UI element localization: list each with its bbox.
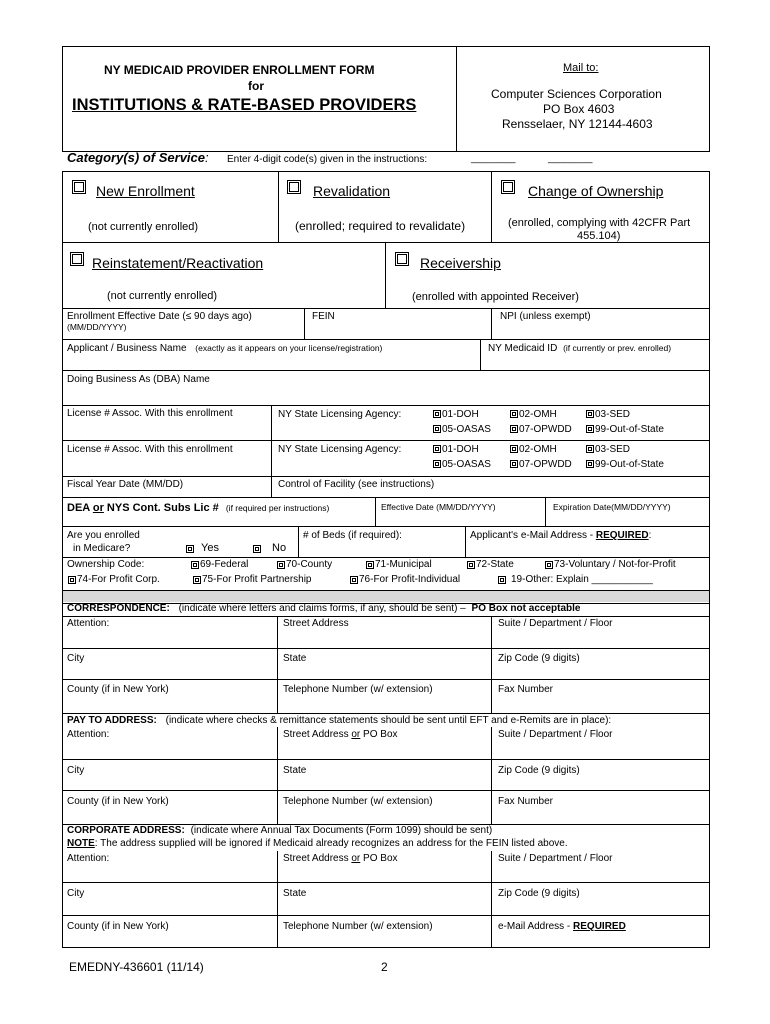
corr-div-1 [277,616,278,713]
ownership-75-checkbox[interactable] [193,576,201,584]
row6-bottom [62,497,710,498]
agency-2-opwdd-checkbox[interactable] [510,460,518,468]
npi-label: NPI (unless exempt) [500,311,591,322]
ownership-74: 74-For Profit Corp. [77,574,160,585]
pay-attention-label: Attention: [67,729,110,740]
corr-div-2 [491,616,492,713]
ownership-76-checkbox[interactable] [350,576,358,584]
agency-2-opwdd: 07-OPWDD [519,459,572,470]
dea-note: (if required per instructions) [225,503,330,513]
form-title-main: INSTITUTIONS & RATE-BASED PROVIDERS [72,96,417,114]
corr-city-label: City [67,653,85,664]
pay-suite-label: Suite / Department / Floor [498,729,613,740]
ownership-19-checkbox[interactable] [498,576,506,584]
revalidation-checkbox[interactable] [287,180,301,194]
pay-county-label: County (if in New York) [67,796,169,807]
medicare-no-label: No [272,542,287,554]
corporate-note-label: NOTE [67,838,95,849]
ny-agency-1-label: NY State Licensing Agency: [278,409,402,420]
agency-1-oasas: 05-OASAS [442,424,491,435]
corp-row1-bottom [62,882,710,883]
dea-or: or [92,502,104,514]
row2-bottom [62,370,710,371]
row7-bottom [62,526,710,527]
agency-1-opwdd: 07-OPWDD [519,424,572,435]
pay-div-2 [491,727,492,824]
fein-label: FEIN [312,311,335,322]
agency-1-doh: 01-DOH [442,409,479,420]
ownership-69: 69-Federal [200,559,249,570]
agency-2-omh-checkbox[interactable] [510,445,518,453]
applicant-email-post: : [648,530,652,541]
agency-2-sed-checkbox[interactable] [586,445,594,453]
reinstatement-checkbox[interactable] [70,252,84,266]
corp-county-label: County (if in New York) [67,921,169,932]
ny-agency-2-label: NY State Licensing Agency: [278,444,402,455]
ownership-73-checkbox[interactable] [545,561,553,569]
corp-state-label: State [283,888,307,899]
receivership-note: (enrolled with appointed Receiver) [412,291,579,303]
pay-street-label [283,729,398,741]
enroll-divider-1 [278,171,279,242]
corr-top [62,616,710,617]
medicare-question-1: Are you enrolled [67,530,140,541]
ownership-70-checkbox[interactable] [277,561,285,569]
ownership-73: 73-Voluntary / Not-for-Profit [554,559,676,570]
row3-bottom [62,405,710,406]
corr-zip-label: Zip Code (9 digits) [498,653,580,664]
medicare-yes-checkbox[interactable] [186,545,194,553]
effective-date-label: Enrollment Effective Date (≤ 90 days ago) [67,311,252,322]
dea-label [67,502,329,515]
mail-pobox: PO Box 4603 [543,102,615,116]
category-label [67,151,209,166]
row8-div-2 [465,526,466,557]
category-label-text: Category(s) of Service [67,150,205,165]
medicaid-id-text: NY Medicaid ID [488,343,558,354]
corr-phone-label: Telephone Number (w/ extension) [283,684,433,695]
form-title-for: for [248,79,264,93]
agency-1-sed: 03-SED [595,409,631,420]
agency-1-sed-checkbox[interactable] [586,410,594,418]
corr-suite-label: Suite / Department / Floor [498,618,613,629]
row1-div-2 [491,308,492,339]
pay-to-header [67,715,611,727]
corr-county-label: County (if in New York) [67,684,169,695]
corr-attention-label: Attention: [67,618,110,629]
agency-1-omh: 02-OMH [519,409,557,420]
applicant-label-text: Applicant / Business Name [67,343,187,354]
corporate-note: (indicate where Annual Tax Documents (Form 1099) should be sent) [190,825,493,836]
row1-div-1 [304,308,305,339]
enroll-divider-3 [385,242,386,309]
ownership-70: 70-County [286,559,333,570]
row5-bottom [62,476,710,477]
corp-attention-label: Attention: [67,853,110,864]
corp-street-or: or [351,853,361,864]
corp-div-1 [277,851,278,948]
corp-row2-bottom [62,915,710,916]
pay-to-head: PAY TO ADDRESS: [67,715,157,726]
ownership-76: 76-For Profit-Individual [359,574,461,585]
category-blank-2[interactable]: ________ [548,153,593,164]
corporate-header [67,825,492,837]
reinstatement-note: (not currently enrolled) [107,290,218,302]
pay-state-label: State [283,765,307,776]
ownership-72-checkbox[interactable] [467,561,475,569]
applicant-email-label [470,530,651,542]
corp-zip-label: Zip Code (9 digits) [498,888,580,899]
corp-suite-label: Suite / Department / Floor [498,853,613,864]
beds-label: # of Beds (if required): [303,530,402,541]
corr-state-label: State [283,653,307,664]
corp-street-post: PO Box [360,853,398,864]
address-sections-box [62,603,710,948]
medicare-no-checkbox[interactable] [253,545,261,553]
medicaid-id-label [488,343,671,355]
pay-fax-label: Fax Number [498,796,554,807]
applicant-email-pre: Applicant's e-Mail Address - [470,530,596,541]
pay-div-1 [277,727,278,824]
change-ownership-note-1: (enrolled, complying with 42CFR Part [508,217,691,229]
category-instruction: Enter 4-digit code(s) given in the instructions: [227,154,428,165]
form-title: NY MEDICAID PROVIDER ENROLLMENT FORM [104,63,375,77]
applicant-label [67,343,382,355]
correspondence-header [67,603,580,615]
agency-1-oos-checkbox[interactable] [586,425,594,433]
medicare-yes-label: Yes [201,542,219,554]
medicare-question-2: in Medicare? [73,543,131,554]
fiscal-year-label: Fiscal Year Date (MM/DD) [67,479,184,490]
row8-div-1 [298,526,299,557]
agency-2-oos-checkbox[interactable] [586,460,594,468]
corr-fax-label: Fax Number [498,684,554,695]
agency-2-doh-checkbox[interactable] [433,445,441,453]
corporate-head: CORPORATE ADDRESS: [67,825,185,836]
agency-2-omh: 02-OMH [519,444,557,455]
agency-2-oasas-checkbox[interactable] [433,460,441,468]
section-separator [63,590,709,602]
license-2-label: License # Assoc. With this enrollment [67,444,233,455]
change-ownership-label: Change of Ownership [528,183,664,199]
change-ownership-checkbox[interactable] [501,180,515,194]
reinstatement-label: Reinstatement/Reactivation [92,255,264,271]
new-enrollment-checkbox[interactable] [72,180,86,194]
ownership-code-label: Ownership Code: [67,559,145,570]
pay-zip-label: Zip Code (9 digits) [498,765,580,776]
effective-date-format: (MM/DD/YYYY) [67,322,127,332]
row4-bottom [62,440,710,441]
applicant-email-required: REQUIRED [595,530,649,541]
corp-email-label [498,921,626,933]
agency-1-doh-checkbox[interactable] [433,410,441,418]
row2-div [480,339,481,370]
pay-city-label: City [67,765,85,776]
row7-div-1 [375,497,376,526]
corp-div-2 [491,851,492,948]
revalidation-label: Revalidation [313,183,391,199]
corp-city-label: City [67,888,85,899]
corr-bottom [62,713,710,714]
ownership-72: 72-State [476,559,514,570]
pay-phone-label: Telephone Number (w/ extension) [283,796,433,807]
agency-1-oos: 99-Out-of-State [595,424,664,435]
pay-street-post: PO Box [360,729,398,740]
new-enrollment-label: New Enrollment [96,183,195,199]
ownership-75: 75-For Profit Partnership [202,574,312,585]
dea-effective-label: Effective Date (MM/DD/YYYY) [381,502,496,512]
corp-email-required: REQUIRED [573,921,626,932]
mail-city: Rensselaer, NY 12144-4603 [502,117,653,131]
page-number: 2 [381,960,388,974]
agency-2-sed: 03-SED [595,444,631,455]
agency-2-oos: 99-Out-of-State [595,459,664,470]
row8-bottom [62,557,710,558]
agency-1-omh-checkbox[interactable] [510,410,518,418]
pay-row2-bottom [62,790,710,791]
ownership-71-checkbox[interactable] [366,561,374,569]
category-colon: : [205,150,209,165]
ownership-19: 19-Other: Explain ___________ [511,574,653,585]
dea-pre: DEA [67,502,93,514]
new-enrollment-note: (not currently enrolled) [88,221,199,233]
agency-1-oasas-checkbox[interactable] [433,425,441,433]
ownership-71: 71-Municipal [375,559,432,570]
corporate-note-2 [67,838,568,850]
corr-row2-bottom [62,679,710,680]
pay-street-pre: Street Address [283,729,352,740]
control-facility-label: Control of Facility (see instructions) [278,479,435,490]
corp-street-pre: Street Address [283,853,352,864]
header-divider [456,46,457,152]
ownership-74-checkbox[interactable] [68,576,76,584]
agency-1-opwdd-checkbox[interactable] [510,425,518,433]
dea-expiration-label: Expiration Date(MM/DD/YYYY) [553,502,671,512]
change-ownership-note-2: 455.104) [577,230,621,242]
revalidation-note: (enrolled; required to revalidate) [295,219,466,233]
row7-div-2 [545,497,546,526]
pay-street-or: or [351,729,361,740]
mail-to-label: Mail to: [563,62,599,74]
receivership-checkbox[interactable] [395,252,409,266]
medicaid-id-note: (if currently or prev. enrolled) [563,343,672,353]
correspondence-note-bold: PO Box not acceptable [471,603,581,614]
agency-2-oasas: 05-OASAS [442,459,491,470]
pay-row1-bottom [62,759,710,760]
corp-phone-label: Telephone Number (w/ extension) [283,921,433,932]
pay-to-note: (indicate where checks & remittance statements should be sent until EFT and e-Remits are in place): [165,715,612,726]
mail-name: Computer Sciences Corporation [491,87,662,101]
corp-street-label [283,853,398,865]
receivership-label: Receivership [420,255,501,271]
corr-street-label: Street Address [283,618,349,629]
agency-2-doh: 01-DOH [442,444,479,455]
form-id: EMEDNY-436601 (11/14) [69,960,204,974]
license-1-label: License # Assoc. With this enrollment [67,408,233,419]
ownership-69-checkbox[interactable] [191,561,199,569]
category-blank-1[interactable]: ________ [471,153,516,164]
dba-label: Doing Business As (DBA) Name [67,374,210,385]
corp-email-pre: e-Mail Address - [498,921,574,932]
applicant-note: (exactly as it appears on your license/registration) [195,343,383,353]
correspondence-head: CORRESPONDENCE: [67,603,170,614]
row6-div [271,476,272,497]
enroll-divider-2 [491,171,492,242]
row1-bottom [62,339,710,340]
corporate-note-text: : The address supplied will be ignored if Medicaid already recognizes an address for the FEIN listed above. [94,838,568,849]
correspondence-note: (indicate where letters and claims forms, if any, should be sent) – [178,603,466,614]
dea-post: NYS Cont. Subs Lic # [103,502,219,514]
gray-top [62,590,710,591]
corr-row1-bottom [62,648,710,649]
